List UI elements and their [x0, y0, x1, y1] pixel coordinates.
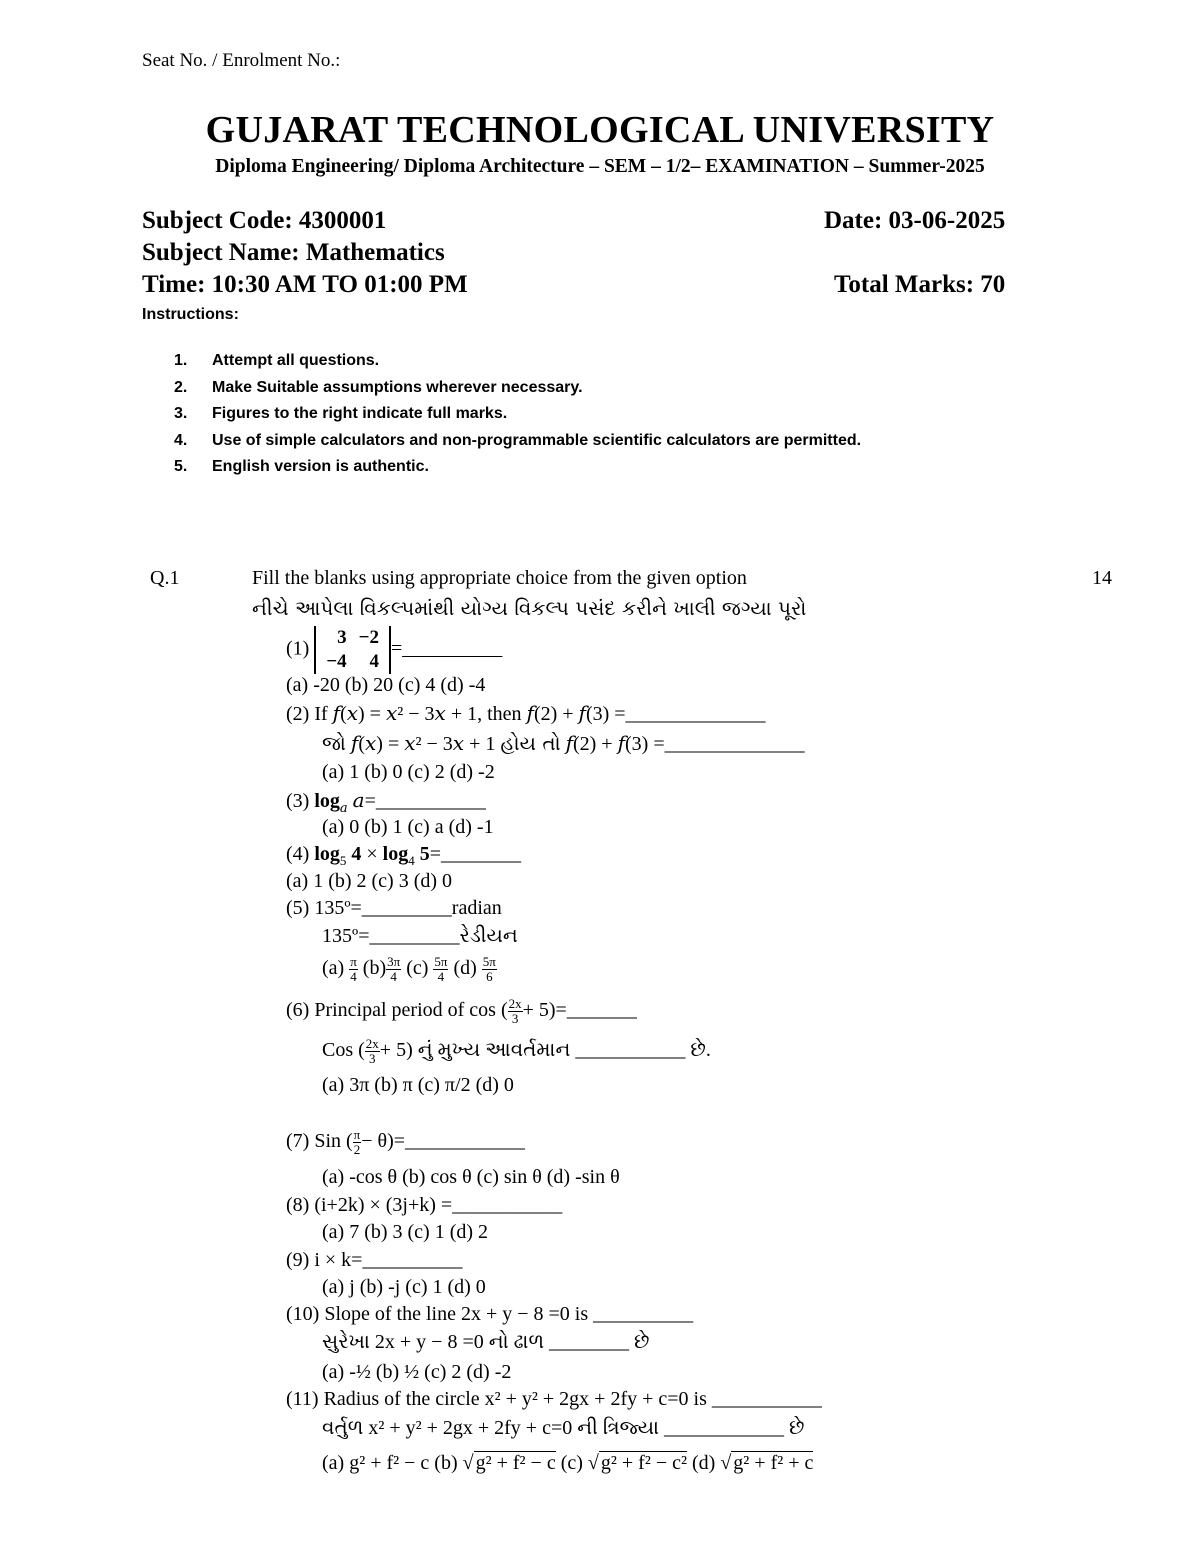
- item-9: (9) i × k=__________: [286, 1249, 463, 1271]
- item-1-options: (a) -20 (b) 20 (c) 4 (d) -4: [286, 674, 486, 696]
- item-1: (1) 3 −2 −4 4 =__________: [286, 627, 503, 672]
- exam-date: Date: 03-06-2025: [824, 207, 1006, 234]
- item-5-options: (a) $\frac{\pi}{4}$ (b) $\frac{3\pi}{4}$ (c) $\frac{5\pi}{4}$ (d) $\frac{5\pi}{6}$: [322, 954, 496, 984]
- item-11-gujarati: વર્તુળ x² + y² + 2gx + 2fy + c=0 ની ત્રિજ્યા ____________ છે: [322, 1417, 805, 1439]
- question-title-gujarati: નીચે આપેલા વિકલ્પમાંથી યોગ્ય વિકલ્પ પસંદ કરીને ખાલી જગ્યા પૂરો: [252, 596, 807, 620]
- question-marks: 14: [1092, 567, 1112, 589]
- subject-code: Subject Code: 4300001: [142, 207, 387, 234]
- instruction-item: 2. Make Suitable assumptions wherever necessary.: [174, 378, 583, 396]
- total-marks: Total Marks: 70: [834, 271, 1006, 298]
- instruction-item: 4. Use of simple calculators and non-programmable scientific calculators are permitted.: [174, 431, 862, 449]
- instruction-item: 1. Attempt all questions.: [174, 352, 380, 369]
- item-3: (3) $\log_a$ a=___________: [286, 788, 486, 816]
- item-8: (8) (i+2k) × (3j+k) =___________: [286, 1194, 563, 1216]
- item-6-options: (a) 3π (b) π (c) π/2 (d) 0: [322, 1074, 514, 1096]
- subject-name: Subject Name: Mathematics: [142, 239, 445, 266]
- item-7-options: (a) -cos θ (b) cos θ (c) sin θ (d) -sin θ: [322, 1166, 620, 1188]
- item-2-gujarati: જો f(x) = x² − 3x + 1 હોય તો f(2) + f(3) =______________: [322, 731, 805, 755]
- question-title-english: Fill the blanks using appropriate choice from the given option: [252, 567, 747, 589]
- item-5-gujarati: 135º=_________રેડીયન: [322, 925, 518, 947]
- exam-line: Diploma Engineering/ Diploma Architecture – SEM – 1/2– EXAMINATION – Summer-2025: [215, 156, 985, 177]
- item-4: (4) $\log_5 4 \times \log_4$ 5=________: [286, 843, 522, 868]
- seat-number-label: Seat No. / Enrolment No.:: [142, 50, 341, 71]
- instruction-item: 3. Figures to the right indicate full marks.: [174, 405, 508, 422]
- exam-time: Time: 10:30 AM TO 01:00 PM: [142, 271, 468, 298]
- item-10-gujarati: સુરેખા 2x + y − 8 =0 નો ઢાળ ________ છે: [322, 1331, 650, 1353]
- university-title: GUJARAT TECHNOLOGICAL UNIVERSITY: [205, 109, 995, 151]
- item-2-english: (2) If f(x) = x² − 3x + 1, then f(2) + f(3) =______________: [286, 701, 766, 725]
- item-11-english: (11) Radius of the circle x² + y² + 2gx + 2fy + c=0 is ___________: [286, 1388, 822, 1410]
- instructions-heading: Instructions:: [142, 306, 239, 323]
- item-6-gujarati: Cos ( $\frac{2x}{3}$ + 5) નું મુખ્ય આવર્તમાન ___________ છે.: [322, 1036, 711, 1066]
- item-10-options: (a) -½ (b) ½ (c) 2 (d) -2: [322, 1361, 512, 1383]
- determinant-matrix: 3 −2 −4 4: [314, 626, 391, 674]
- item-3-options: (a) 0 (b) 1 (c) a (d) -1: [322, 816, 494, 838]
- instruction-item: 5. English version is authentic.: [174, 458, 429, 475]
- item-11-options: (a) g² + f² − c (b) √ g² + f² − c (c) √ g² + f² − c² (d) √ g² + f² + c: [322, 1452, 814, 1474]
- item-7: (7) Sin ( $\frac{\pi}{2}$ − θ)=____________: [286, 1127, 526, 1157]
- instructions-list: [174, 352, 861, 485]
- item-9-options: (a) j (b) -j (c) 1 (d) 0: [322, 1276, 486, 1298]
- item-10-english: (10) Slope of the line 2x + y − 8 =0 is __________: [286, 1303, 694, 1325]
- item-8-options: (a) 7 (b) 3 (c) 1 (d) 2: [322, 1221, 489, 1243]
- item-4-options: (a) 1 (b) 2 (c) 3 (d) 0: [286, 870, 453, 892]
- item-6-english: (6) Principal period of cos ( $\frac{2x}{3}$ + 5)=_______: [286, 996, 637, 1026]
- question-number: Q.1: [150, 567, 180, 589]
- item-5-english: (5) 135º=_________radian: [286, 897, 502, 919]
- item-2-options: (a) 1 (b) 0 (c) 2 (d) -2: [322, 761, 495, 783]
